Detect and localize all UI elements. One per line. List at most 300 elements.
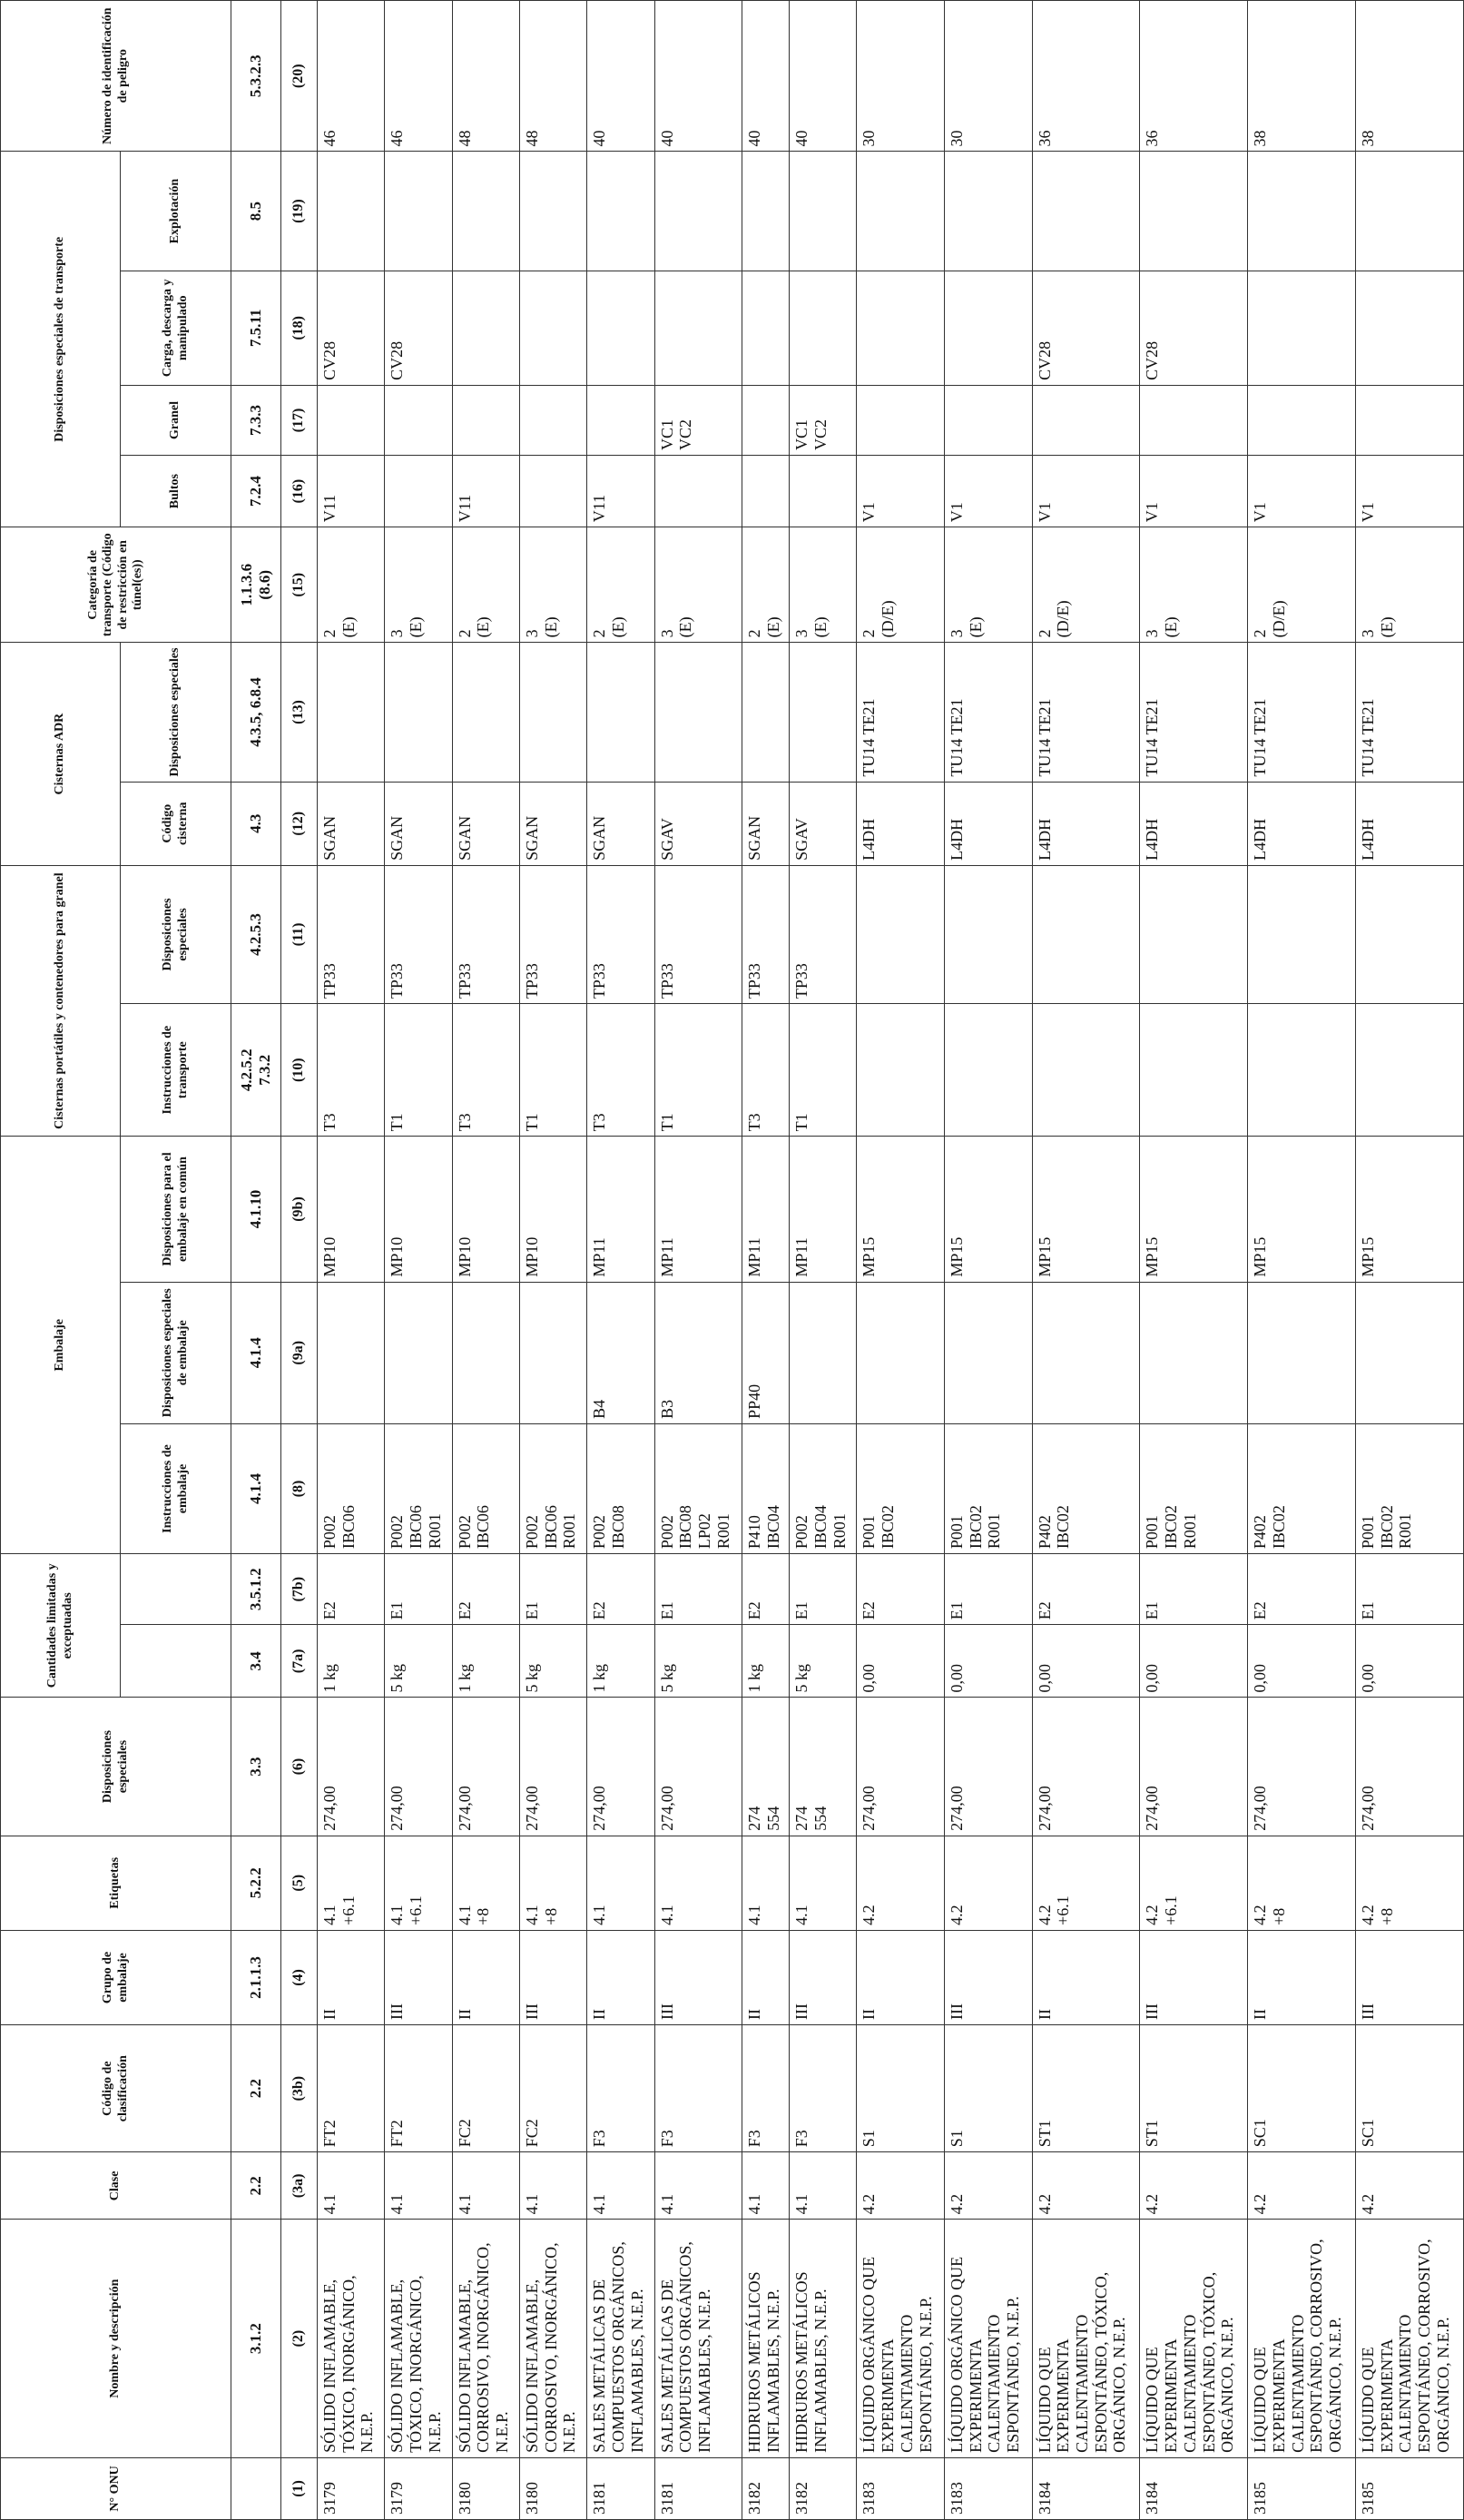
special-provisions-cell: 274,00 [452,1698,519,1836]
transport-category-cell: 2 (E) [318,527,385,643]
labels-cell: 4.2 +6.1 [1140,1836,1248,1930]
table-row [1356,1,1464,2520]
reference-cell: 2.1.1.3 [231,1930,281,2024]
column-number-cell: (9a) [281,1282,318,1423]
limited-quantity-cell: 0,00 [1140,1625,1248,1698]
labels-cell: 4.1 [654,1836,742,1930]
labels-cell: 4.2 [945,1836,1033,1930]
column-number-cell: (7a) [281,1625,318,1698]
un-number-cell: 3185 [1356,2457,1464,2519]
un-number-cell: 3179 [385,2457,452,2519]
portable-special-cell [1248,865,1356,1003]
bulk-cell: VC1 VC2 [790,385,857,455]
class-cell: 4.1 [452,2152,519,2220]
packages-cell: V1 [1032,456,1140,527]
transport-category-cell: 2 (E) [742,527,790,643]
packing-instructions-cell: P002 IBC06 R001 [385,1423,452,1553]
excepted-quantity-cell: E2 [1248,1554,1356,1625]
special-packing-cell [1356,1282,1464,1423]
bulk-cell [587,385,654,455]
portable-special-cell: TP33 [519,865,586,1003]
excepted-quantity-cell: E2 [587,1554,654,1625]
transport-category-cell: 2 (E) [587,527,654,643]
bulk-cell [945,385,1033,455]
operation-cell [452,152,519,271]
un-number-cell: 3181 [654,2457,742,2519]
transport-category-cell: 2 (D/E) [1032,527,1140,643]
class-cell: 4.1 [519,2152,586,2220]
portable-special-cell [1140,865,1248,1003]
reference-cell: 3.5.1.2 [231,1554,281,1625]
classification-code-cell: FT2 [318,2025,385,2152]
excepted-quantity-cell: E1 [519,1554,586,1625]
tank-special-cell: TU14 TE21 [857,643,945,782]
packing-group-cell: III [385,1930,452,2024]
operation-cell [945,152,1033,271]
column-number-cell: (7b) [281,1554,318,1625]
loading-cell [945,271,1033,385]
special-packing-cell [385,1282,452,1423]
tank-code-cell: SGAN [587,782,654,865]
special-provisions-cell: 274,00 [1140,1698,1248,1836]
col-class-header: Clase [1,2152,231,2220]
class-cell: 4.2 [1032,2152,1140,2220]
tank-instructions-cell: T1 [654,1004,742,1137]
un-number-cell: 3179 [318,2457,385,2519]
limited-quantity-cell: 1 kg [318,1625,385,1698]
excepted-quantity-cell: E1 [1140,1554,1248,1625]
special-provisions-cell: 274,00 [1248,1698,1356,1836]
classification-code-cell: S1 [945,2025,1033,2152]
portable-special-cell: TP33 [790,865,857,1003]
portable-special-cell [857,865,945,1003]
classification-code-cell: SC1 [1248,2025,1356,2152]
tank-special-cell [519,643,586,782]
col-packages-header: Bultos [121,456,231,527]
limited-quantity-cell: 0,00 [945,1625,1033,1698]
packing-instructions-cell: P001 IBC02 R001 [1356,1423,1464,1553]
operation-cell [1248,152,1356,271]
reference-cell: 1.1.3.6 (8.6) [231,527,281,643]
labels-cell: 4.2 +8 [1356,1836,1464,1930]
packages-cell: V11 [587,456,654,527]
transport-category-cell: 2 (D/E) [1248,527,1356,643]
packing-group-cell: III [519,1930,586,2024]
reference-cell: 4.3 [231,782,281,865]
reference-cell: 5.3.2.3 [231,1,281,152]
tank-special-cell [318,643,385,782]
column-number-cell: (3a) [281,2152,318,2220]
un-number-cell: 3184 [1032,2457,1140,2519]
portable-special-cell [1032,865,1140,1003]
excepted-quantity-cell: E2 [452,1554,519,1625]
packing-group-cell: II [318,1930,385,2024]
limited-quantity-cell: 0,00 [1248,1625,1356,1698]
name-cell: HIDRUROS METÁLICOS INFLAMABLES, N.E.P. [790,2220,857,2457]
transport-category-cell: 3 (E) [519,527,586,643]
hazard-id-cell: 48 [452,1,519,152]
column-number-cell: (8) [281,1423,318,1553]
column-number-cell: (5) [281,1836,318,1930]
transport-category-cell: 3 (E) [385,527,452,643]
special-provisions-cell: 274,00 [385,1698,452,1836]
labels-cell: 4.1 [742,1836,790,1930]
tank-code-cell: L4DH [1032,782,1140,865]
special-provisions-cell: 274 554 [742,1698,790,1836]
classification-code-cell: F3 [742,2025,790,2152]
hazard-id-cell: 38 [1248,1,1356,152]
excepted-quantity-cell: E2 [1032,1554,1140,1625]
reference-cell: 3.1.2 [231,2220,281,2457]
labels-cell: 4.1 +6.1 [385,1836,452,1930]
limited-quantity-cell: 5 kg [790,1625,857,1698]
table-row [654,1,742,2520]
packing-group-cell: II [1032,1930,1140,2024]
bulk-cell [1248,385,1356,455]
tank-code-cell: SGAV [790,782,857,865]
special-packing-cell [452,1282,519,1423]
bulk-cell [385,385,452,455]
hazard-id-cell: 48 [519,1,586,152]
reference-cell: 4.2.5.3 [231,865,281,1003]
tank-instructions-cell [1140,1004,1248,1137]
table-row [519,1,586,2520]
transport-category-cell: 3 (E) [654,527,742,643]
name-cell: LÍQUIDO QUE EXPERIMENTA CALENTAMIENTO ESPONTÁNEO, CORROSIVO, ORGÁNICO, N.E.P. [1356,2220,1464,2457]
special-packing-cell [318,1282,385,1423]
reference-cell: 7.5.11 [231,271,281,385]
loading-cell [790,271,857,385]
tank-instructions-cell: T3 [452,1004,519,1137]
col-portable-special-provisions-header: Disposiciones especiales [121,865,231,1003]
col-loading-header: Carga, descarga y manipulado [121,271,231,385]
portable-special-cell: TP33 [452,865,519,1003]
column-number-cell: (16) [281,456,318,527]
packing-instructions-cell: P001 IBC02 R001 [945,1423,1033,1553]
packing-instructions-cell: P002 IBC08 LP02 R001 [654,1423,742,1553]
col-packing-group-header: Grupo de embalaje [1,1930,231,2024]
bulk-cell [1356,385,1464,455]
loading-cell [519,271,586,385]
portable-special-cell: TP33 [318,865,385,1003]
tank-instructions-cell [1356,1004,1464,1137]
col-transport-category-header: Categoría de transporte (Código de restricción en túnel(es)) [1,527,231,643]
reference-cell: 7.3.3 [231,385,281,455]
packing-group-cell: III [1140,1930,1248,2024]
packages-cell: V1 [1248,456,1356,527]
loading-cell [452,271,519,385]
class-cell: 4.2 [945,2152,1033,2220]
packing-instructions-cell: P410 IBC04 [742,1423,790,1553]
classification-code-cell: FT2 [385,2025,452,2152]
tank-code-cell: L4DH [1140,782,1248,865]
reference-cell: 2.2 [231,2025,281,2152]
column-number-cell: (2) [281,2220,318,2457]
tank-instructions-cell: T1 [790,1004,857,1137]
special-packing-cell [519,1282,586,1423]
hazard-id-cell: 40 [587,1,654,152]
class-cell: 4.1 [654,2152,742,2220]
excepted-quantity-cell: E1 [385,1554,452,1625]
classification-code-cell: SC1 [1356,2025,1464,2152]
bulk-cell [519,385,586,455]
transport-category-cell: 3 (E) [1356,527,1464,643]
tank-code-cell: L4DH [857,782,945,865]
un-number-cell: 3182 [742,2457,790,2519]
bulk-cell: VC1 VC2 [654,385,742,455]
operation-cell [1356,152,1464,271]
excepted-quantity-cell: E2 [742,1554,790,1625]
group-transport-provisions-header: Disposiciones especiales de transporte [1,152,121,527]
operation-cell [1140,152,1248,271]
classification-code-cell: F3 [790,2025,857,2152]
col-bulk-header: Granel [121,385,231,455]
special-provisions-cell: 274,00 [519,1698,586,1836]
hazard-id-cell: 40 [742,1,790,152]
un-number-cell: 3184 [1140,2457,1248,2519]
special-provisions-cell: 274,00 [318,1698,385,1836]
packages-cell: V11 [452,456,519,527]
name-cell: HIDRUROS METÁLICOS INFLAMABLES, N.E.P. [742,2220,790,2457]
tank-special-cell [654,643,742,782]
class-cell: 4.1 [385,2152,452,2220]
operation-cell [385,152,452,271]
special-packing-cell [1248,1282,1356,1423]
column-number-cell: (13) [281,643,318,782]
col-packing-instructions-header: Instrucciones de embalaje [121,1423,231,1553]
tank-instructions-cell [945,1004,1033,1137]
mixed-packing-cell: MP11 [790,1137,857,1282]
table-row [857,1,945,2520]
name-cell: SÓLIDO INFLAMABLE, TÓXICO, INORGÁNICO, N.E.P. [385,2220,452,2457]
packing-instructions-cell: P002 IBC08 [587,1423,654,1553]
packages-cell: V1 [1140,456,1248,527]
mixed-packing-cell: MP11 [654,1137,742,1282]
tank-special-cell: TU14 TE21 [1140,643,1248,782]
classification-code-cell: FC2 [452,2025,519,2152]
packing-instructions-cell: P402 IBC02 [1248,1423,1356,1553]
reference-cell: 4.1.4 [231,1282,281,1423]
special-packing-cell [857,1282,945,1423]
col-operation-header: Explotación [121,152,231,271]
reference-cell: 4.1.10 [231,1137,281,1282]
col-classification-code-header: Código de clasificación [1,2025,231,2152]
operation-cell [790,152,857,271]
classification-code-cell: F3 [654,2025,742,2152]
portable-special-cell: TP33 [587,865,654,1003]
loading-cell: CV28 [318,271,385,385]
column-number-cell: (3b) [281,2025,318,2152]
limited-quantity-cell: 5 kg [654,1625,742,1698]
transport-category-cell: 2 (E) [452,527,519,643]
column-number-row [281,1,318,2520]
reference-cell: 4.1.4 [231,1423,281,1553]
table-row [742,1,790,2520]
special-packing-cell: B3 [654,1282,742,1423]
limited-quantity-cell: 0,00 [1032,1625,1140,1698]
packing-instructions-cell: P002 IBC06 R001 [519,1423,586,1553]
packing-group-cell: III [1356,1930,1464,2024]
reference-cell: 3.4 [231,1625,281,1698]
packages-cell: V11 [318,456,385,527]
excepted-quantity-cell: E1 [790,1554,857,1625]
special-provisions-cell: 274,00 [1032,1698,1140,1836]
table-row [1140,1,1248,2520]
operation-cell [742,152,790,271]
tank-instructions-cell: T1 [519,1004,586,1137]
table-row [452,1,519,2520]
limited-quantity-cell: 5 kg [385,1625,452,1698]
column-number-cell: (20) [281,1,318,152]
reference-cell: 4.3.5, 6.8.4 [231,643,281,782]
tank-special-cell: TU14 TE21 [1356,643,1464,782]
packing-instructions-cell: P002 IBC06 [452,1423,519,1553]
labels-cell: 4.1 +8 [452,1836,519,1930]
special-provisions-cell: 274,00 [857,1698,945,1836]
special-packing-cell [1140,1282,1248,1423]
hazard-id-cell: 30 [857,1,945,152]
loading-cell [587,271,654,385]
classification-code-cell: ST1 [1140,2025,1248,2152]
tank-special-cell: TU14 TE21 [1032,643,1140,782]
limited-quantity-cell: 0,00 [1356,1625,1464,1698]
bulk-cell [318,385,385,455]
col-special-provisions-header: Disposiciones especiales [1,1698,231,1836]
table-row [587,1,654,2520]
tank-code-cell: SGAN [742,782,790,865]
loading-cell [654,271,742,385]
reference-cell: 4.2.5.2 7.3.2 [231,1004,281,1137]
tank-code-cell: SGAN [519,782,586,865]
packages-cell: V1 [1356,456,1464,527]
tank-code-cell: L4DH [945,782,1033,865]
packing-instructions-cell: P001 IBC02 [857,1423,945,1553]
hazard-id-cell: 40 [790,1,857,152]
limited-quantity-cell: 1 kg [452,1625,519,1698]
name-cell: LÍQUIDO QUE EXPERIMENTA CALENTAMIENTO ESPONTÁNEO, TÓXICO, ORGÁNICO, N.E.P. [1140,2220,1248,2457]
classification-code-cell: S1 [857,2025,945,2152]
mixed-packing-cell: MP15 [857,1137,945,1282]
packing-instructions-cell: P002 IBC06 [318,1423,385,1553]
mixed-packing-cell: MP10 [519,1137,586,1282]
col-7b-header [121,1554,231,1625]
loading-cell [1248,271,1356,385]
operation-cell [654,152,742,271]
mixed-packing-cell: MP11 [742,1137,790,1282]
loading-cell [1356,271,1464,385]
group-header-row [1,1,121,2520]
hazard-id-cell: 36 [1032,1,1140,152]
mixed-packing-cell: MP15 [1140,1137,1248,1282]
un-number-cell: 3181 [587,2457,654,2519]
table-body [231,1,1464,2520]
operation-cell [587,152,654,271]
column-number-cell: (6) [281,1698,318,1836]
column-number-cell: (18) [281,271,318,385]
class-cell: 4.2 [857,2152,945,2220]
un-number-cell: 3182 [790,2457,857,2519]
tank-special-cell [742,643,790,782]
reference-cell: 5.2.2 [231,1836,281,1930]
hazard-id-cell: 46 [318,1,385,152]
labels-cell: 4.2 +8 [1248,1836,1356,1930]
table-row [318,1,385,2520]
packages-cell: V1 [945,456,1033,527]
transport-category-cell: 3 (E) [945,527,1033,643]
loading-cell: CV28 [1032,271,1140,385]
bulk-cell [742,385,790,455]
packing-group-cell: III [654,1930,742,2024]
reference-cell: 3.3 [231,1698,281,1836]
col-un-header: N° ONU [1,2457,231,2519]
classification-code-cell: F3 [587,2025,654,2152]
column-number-cell: (9b) [281,1137,318,1282]
reference-cell [231,2457,281,2519]
excepted-quantity-cell: E1 [1356,1554,1464,1625]
tank-instructions-cell: T3 [742,1004,790,1137]
transport-category-cell: 2 (D/E) [857,527,945,643]
name-cell: LÍQUIDO QUE EXPERIMENTA CALENTAMIENTO ESPONTÁNEO, CORROSIVO, ORGÁNICO, N.E.P. [1248,2220,1356,2457]
column-number-cell: (15) [281,527,318,643]
name-cell: LÍQUIDO QUE EXPERIMENTA CALENTAMIENTO ESPONTÁNEO, TÓXICO, ORGÁNICO, N.E.P. [1032,2220,1140,2457]
table-row [790,1,857,2520]
packing-group-cell: III [790,1930,857,2024]
table-row [385,1,452,2520]
special-provisions-cell: 274,00 [587,1698,654,1836]
loading-cell [857,271,945,385]
loading-cell [742,271,790,385]
packages-cell [385,456,452,527]
mixed-packing-cell: MP15 [1032,1137,1140,1282]
packing-group-cell: II [1248,1930,1356,2024]
reference-row [231,1,281,2520]
column-number-cell: (12) [281,782,318,865]
bulk-cell [452,385,519,455]
transport-category-cell: 3 (E) [790,527,857,643]
column-number-cell: (17) [281,385,318,455]
mixed-packing-cell: MP11 [587,1137,654,1282]
limited-quantity-cell: 5 kg [519,1625,586,1698]
col-labels-header: Etiquetas [1,1836,231,1930]
col-name-header: Nombre y descripción [1,2220,231,2457]
special-provisions-cell: 274,00 [1356,1698,1464,1836]
un-number-cell: 3183 [945,2457,1033,2519]
tank-code-cell: SGAN [385,782,452,865]
classification-code-cell: FC2 [519,2025,586,2152]
name-cell: SÓLIDO INFLAMABLE, TÓXICO, INORGÁNICO, N.E.P. [318,2220,385,2457]
packing-instructions-cell: P001 IBC02 R001 [1140,1423,1248,1553]
limited-quantity-cell: 0,00 [857,1625,945,1698]
labels-cell: 4.1 [790,1836,857,1930]
labels-cell: 4.1 +6.1 [318,1836,385,1930]
table-row [945,1,1033,2520]
class-cell: 4.1 [790,2152,857,2220]
excepted-quantity-cell: E1 [945,1554,1033,1625]
class-cell: 4.2 [1356,2152,1464,2220]
tank-special-cell: TU14 TE21 [945,643,1033,782]
class-cell: 4.2 [1140,2152,1248,2220]
hazard-id-cell: 30 [945,1,1033,152]
special-packing-cell [790,1282,857,1423]
col-tank-instructions-header: Instrucciones de transporte [121,1004,231,1137]
packing-group-cell: II [452,1930,519,2024]
tank-special-cell [452,643,519,782]
loading-cell: CV28 [1140,271,1248,385]
labels-cell: 4.1 [587,1836,654,1930]
column-number-cell: (4) [281,1930,318,2024]
excepted-quantity-cell: E1 [654,1554,742,1625]
name-cell: LÍQUIDO ORGÁNICO QUE EXPERIMENTA CALENTAMIENTO ESPONTÁNEO, N.E.P. [857,2220,945,2457]
